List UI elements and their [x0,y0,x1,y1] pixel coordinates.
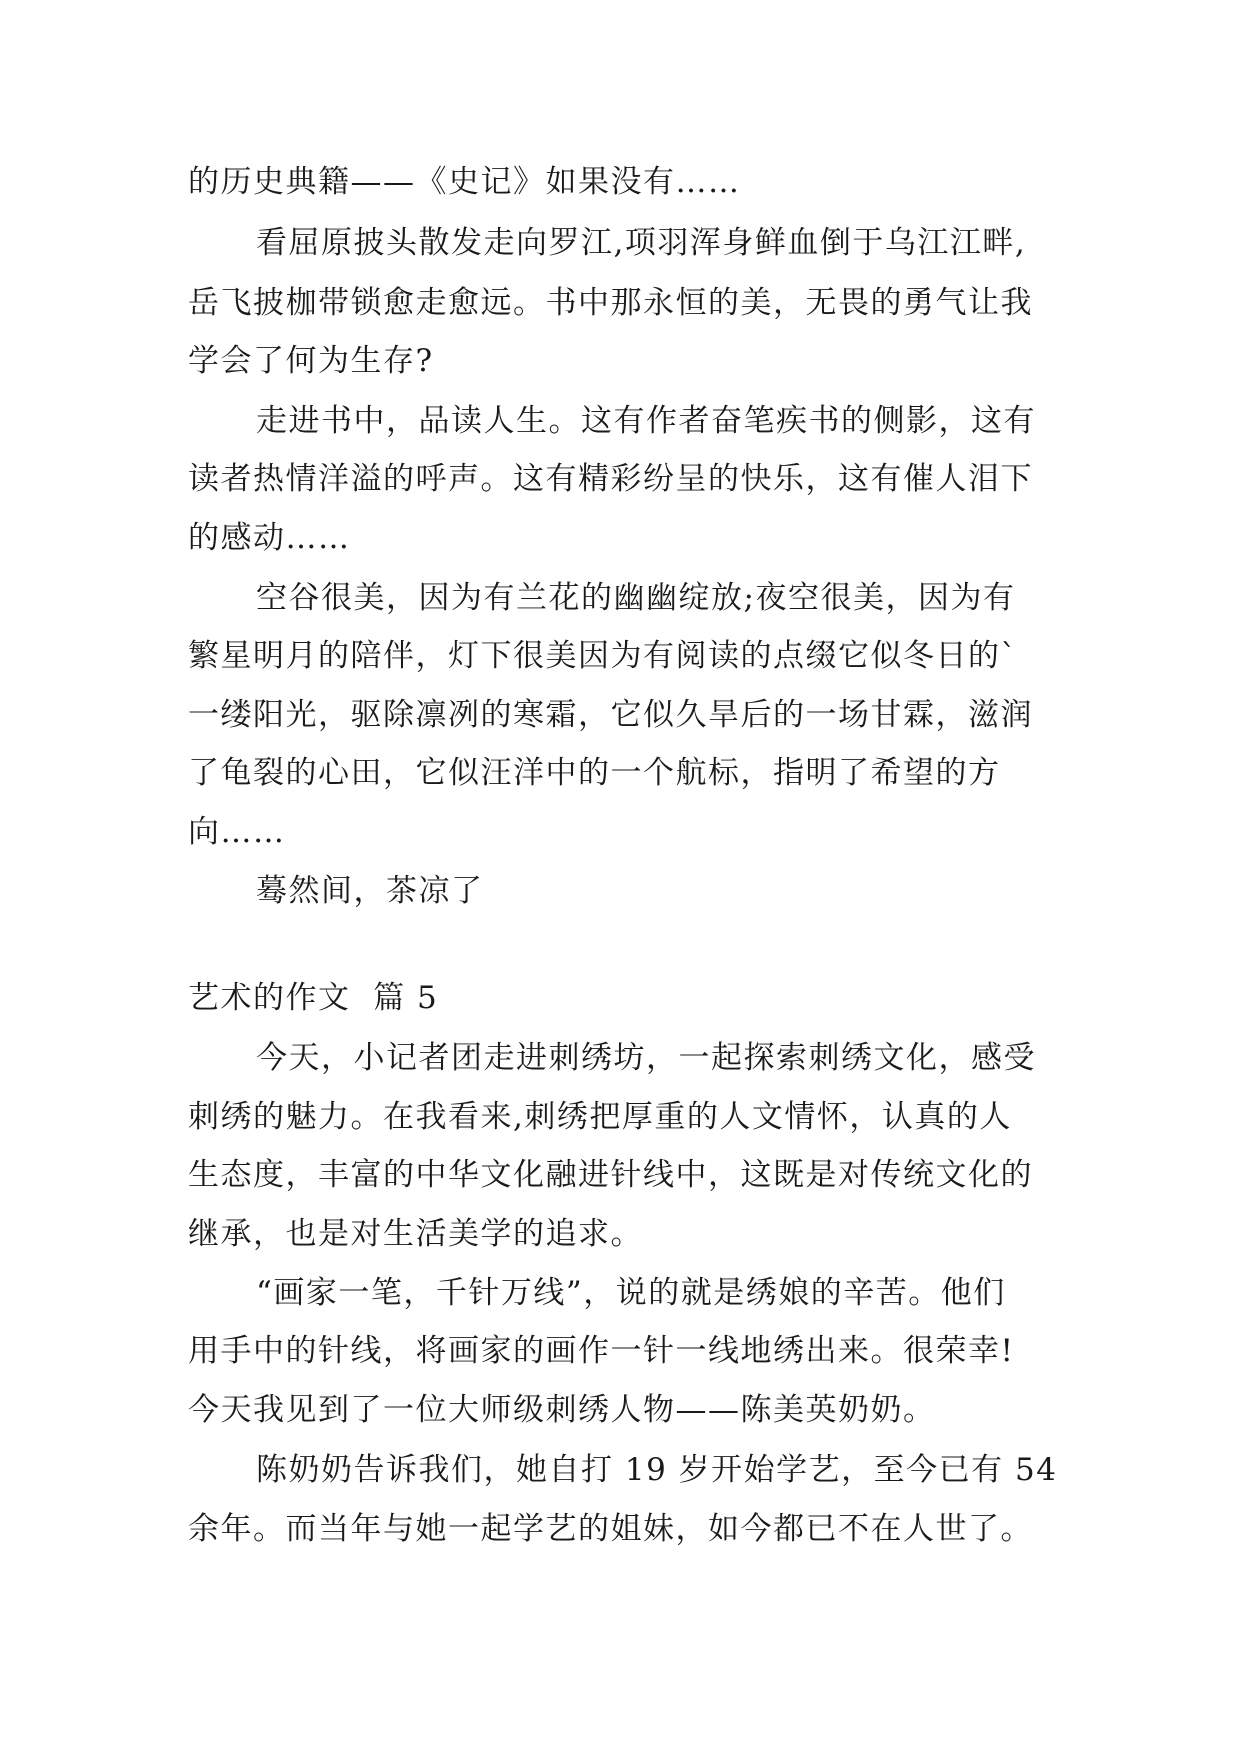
paragraph-first-line: 蓦然间，茶凉了 [256,873,484,909]
text-line: 今天我见到了一位大师级刺绣人物——陈美英奶奶。 [188,1392,936,1428]
text-line: 余年。而当年与她一起学艺的姐妹，如今都已不在人世了。 [188,1511,1033,1547]
text-line: 学会了何为生存? [188,343,434,379]
paragraph-first-line: “画家一笔，千针万线”，说的就是绣娘的辛苦。他们 [256,1275,1006,1311]
text-line: 用手中的针线，将画家的画作一针一线地绣出来。很荣幸! [188,1333,1015,1369]
text-line: 繁星明月的陪伴，灯下很美因为有阅读的点缀它似冬日的` [188,638,1018,674]
text-line: 岳飞披枷带锁愈走愈远。书中那永恒的美，无畏的勇气让我 [188,285,1033,321]
text-line: 的历史典籍——《史记》如果没有…… [188,164,741,200]
paragraph-first-line: 空谷很美，因为有兰花的幽幽绽放;夜空很美，因为有 [256,580,1016,616]
text-line: 了龟裂的心田，它似汪洋中的一个航标，指明了希望的方 [188,755,1001,791]
section-heading: 艺术的作文 篇 5 [188,980,439,1016]
paragraph-first-line: 陈奶奶告诉我们，她自打 19 岁开始学艺，至今已有 54 [256,1452,1058,1488]
paragraph-first-line: 今天，小记者团走进刺绣坊，一起探索刺绣文化，感受 [256,1040,1036,1076]
text-line: 的感动…… [188,520,351,556]
text-line: 生态度，丰富的中华文化融进针线中，这既是对传统文化的 [188,1157,1033,1193]
paragraph-first-line: 走进书中，品读人生。这有作者奋笔疾书的侧影，这有 [256,403,1036,439]
paragraph-first-line: 看屈原披头散发走向罗江,项羽浑身鲜血倒于乌江江畔, [256,225,1027,261]
text-line: 继承，也是对生活美学的追求。 [188,1216,643,1252]
text-line: 一缕阳光，驱除凛冽的寒霜，它似久旱后的一场甘霖，滋润 [188,697,1033,733]
text-line: 读者热情洋溢的呼声。这有精彩纷呈的快乐，这有催人泪下 [188,461,1033,497]
text-line: 刺绣的魅力。在我看来,刺绣把厚重的人文情怀，认真的人 [188,1099,1012,1135]
text-line: 向…… [188,814,286,850]
